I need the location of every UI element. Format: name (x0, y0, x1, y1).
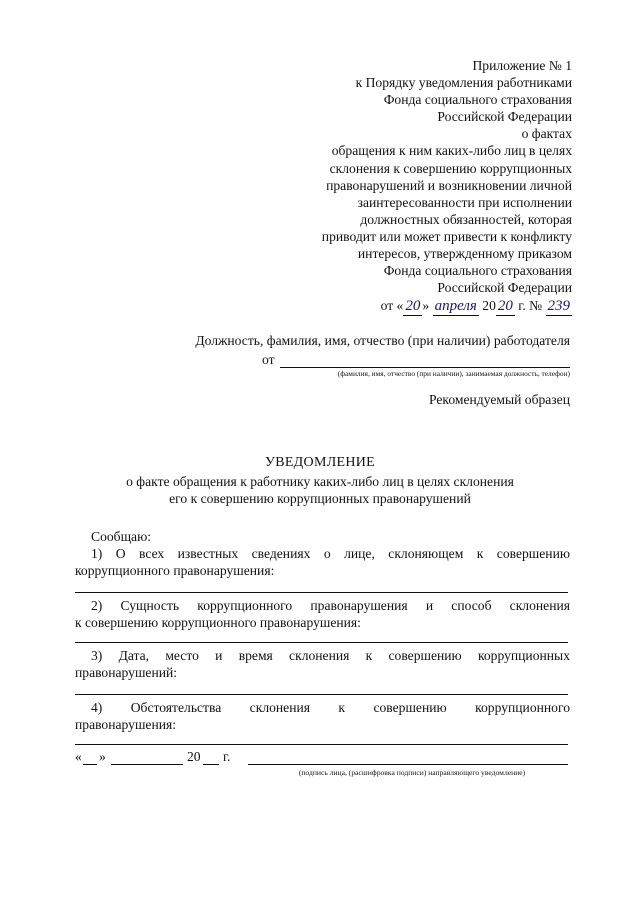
item-3 (75, 647, 570, 681)
appendix-line: приводит или может привести к конфликту (321, 228, 572, 244)
employer-from-row (262, 352, 570, 368)
order-quote: » (422, 298, 430, 314)
appendix-line: к Порядку уведомления работниками (355, 75, 572, 91)
date-signature-row (75, 749, 570, 769)
appendix-line: правонарушений и возникновении личной (326, 177, 572, 193)
appendix-line: Фонда социального страхования (383, 92, 572, 108)
appendix-line: обращения к ним каких-либо лиц в целях (331, 143, 572, 159)
appendix-line: Российской Федерации (437, 280, 572, 296)
item-2 (75, 597, 570, 631)
item-1-answer-line[interactable] (75, 592, 568, 593)
date-day-field[interactable] (83, 764, 97, 765)
order-year-label: г. № (518, 298, 543, 314)
item-4 (75, 699, 570, 733)
appendix-line: должностных обязанностей, которая (360, 211, 572, 227)
item-2-line: 2) Сущность коррупционного правонарушения и способ склонения (91, 598, 570, 613)
sample-label: Рекомендуемый образец (429, 392, 570, 407)
order-day: 20 (403, 298, 422, 316)
appendix-line: Приложение № 1 (472, 58, 572, 73)
appendix-line: склонения к совершению коррупционных (329, 160, 572, 176)
order-year-suffix: 20 (496, 298, 515, 316)
item-1 (75, 545, 570, 579)
item-2-answer-line[interactable] (75, 642, 568, 643)
order-month: апреля (433, 298, 479, 316)
date-quote-close: » (99, 749, 106, 764)
employer-from-label: от (262, 352, 275, 367)
employer-caption: (фамилия, имя, отчество (при наличии), занимаемая должность, телефон) (337, 369, 570, 378)
appendix-header (272, 57, 572, 316)
employer-from-field[interactable] (280, 367, 570, 368)
item-4-line: правонарушения: (75, 717, 177, 732)
item-3-answer-line[interactable] (75, 694, 568, 695)
notice-subtitle-line: о факте обращения к работнику каких-либо лиц в целях склонения (126, 474, 514, 489)
date-year-prefix: 20 (187, 749, 201, 764)
intro-line: Сообщаю: (91, 529, 152, 544)
intro-text (75, 528, 570, 545)
order-number: 239 (546, 298, 573, 316)
signature-field[interactable] (248, 764, 568, 765)
date-month-field[interactable] (111, 764, 183, 765)
notice-subtitle-line: его к совершению коррупционных правонарушений (169, 490, 471, 506)
notice-subtitle (70, 474, 570, 507)
item-4-answer-line[interactable] (75, 744, 568, 745)
order-prefix: от « (380, 298, 404, 314)
appendix-line: о фактах (521, 126, 572, 142)
date-year-field[interactable] (203, 764, 219, 765)
date-year-suffix: г. (223, 749, 231, 764)
order-year-prefix: 20 (482, 298, 496, 314)
appendix-line: Российской Федерации (437, 109, 572, 125)
item-4-line: 4) Обстоятельства склонения к совершению коррупционного (91, 700, 570, 715)
item-1-line: 1) О всех известных сведениях о лице, склоняющем к совершению (91, 546, 570, 561)
appendix-line: заинтересованности при исполнении (357, 194, 572, 210)
date-quote-open: « (75, 749, 82, 764)
order-reference (272, 297, 572, 316)
appendix-line: Фонда социального страхования (383, 263, 572, 279)
item-3-line: правонарушений: (75, 665, 178, 680)
employer-label: Должность, фамилия, имя, отчество (при наличии) работодателя (195, 333, 570, 348)
notice-title: УВЕДОМЛЕНИЕ (264, 455, 376, 470)
appendix-line: интересов, утвержденному приказом (357, 246, 572, 262)
item-1-line: коррупционного правонарушения: (75, 563, 275, 578)
signature-caption: (подпись лица, (расшифровка подписи) направляющего уведомление) (298, 768, 526, 777)
item-2-line: к совершению коррупционного правонарушения: (75, 615, 361, 630)
item-3-line: 3) Дата, место и время склонения к совершению коррупционных (91, 648, 570, 663)
